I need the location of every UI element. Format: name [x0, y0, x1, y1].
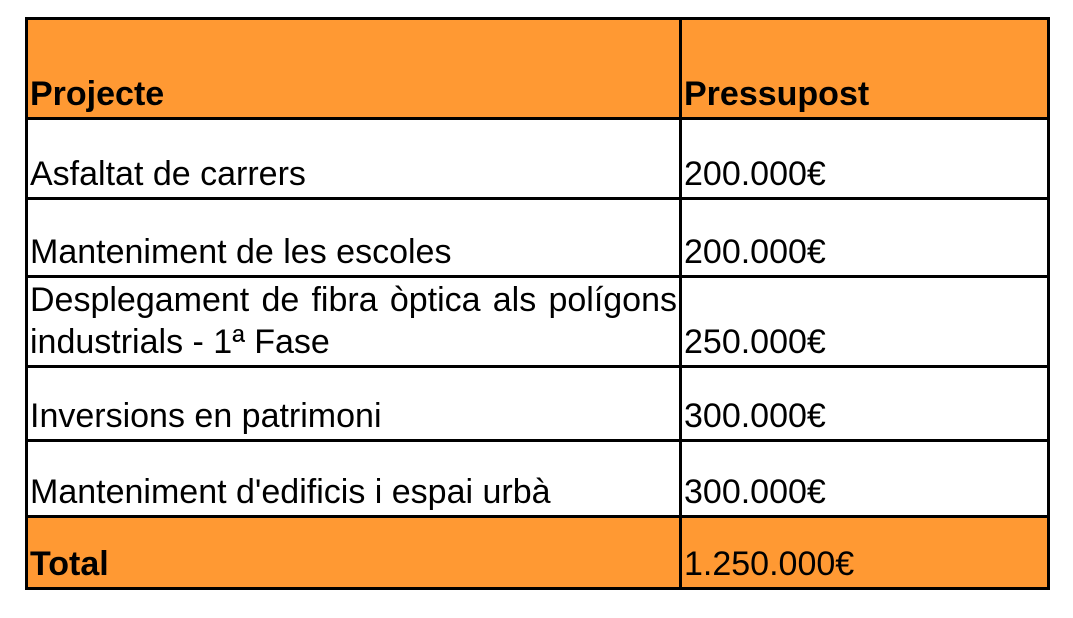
project-name: Manteniment de les escoles — [27, 199, 681, 277]
project-budget: 300.000€ — [681, 367, 1049, 441]
table-row — [27, 277, 1049, 367]
project-name: Desplegament de fibra òptica als polígons industrials - 1ª Fase — [27, 277, 681, 367]
table-row — [27, 199, 1049, 277]
project-budget: 250.000€ — [681, 277, 1049, 367]
project-budget: 300.000€ — [681, 441, 1049, 517]
header-budget: Pressupost — [681, 19, 1049, 119]
project-name: Inversions en patrimoni — [27, 367, 681, 441]
table-header-row — [27, 19, 1049, 119]
table-row — [27, 119, 1049, 199]
project-budget: 200.000€ — [681, 119, 1049, 199]
budget-table — [25, 17, 1050, 590]
project-budget: 200.000€ — [681, 199, 1049, 277]
total-label: Total — [27, 517, 681, 589]
header-project: Projecte — [27, 19, 681, 119]
project-name: Manteniment d'edificis i espai urbà — [27, 441, 681, 517]
table-row — [27, 367, 1049, 441]
table-row — [27, 441, 1049, 517]
project-name: Asfaltat de carrers — [27, 119, 681, 199]
total-budget: 1.250.000€ — [681, 517, 1049, 589]
table-total-row — [27, 517, 1049, 589]
